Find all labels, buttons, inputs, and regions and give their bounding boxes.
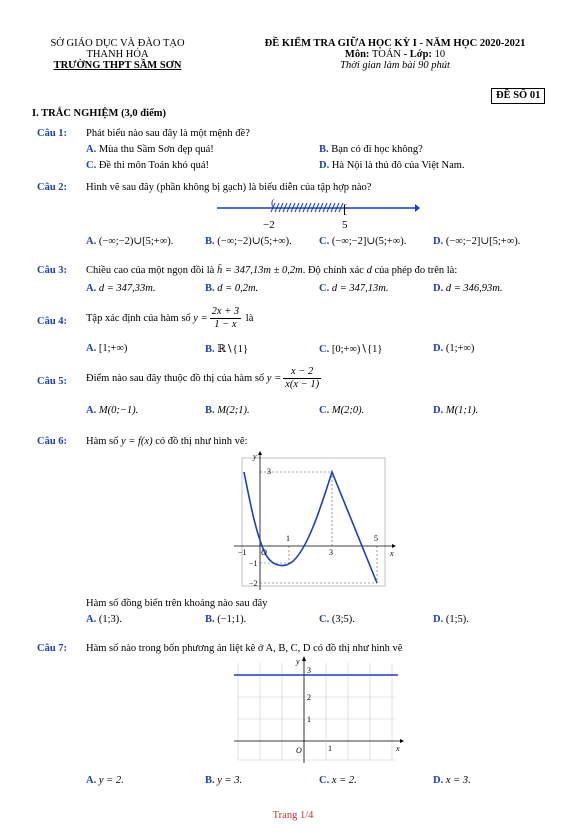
exam-subject-line bbox=[225, 49, 565, 60]
q1-option-d[interactable]: D. Hà Nội là thủ đô của Việt Nam. bbox=[319, 160, 465, 171]
exam-code-box: ĐỀ SỐ 01 bbox=[491, 88, 545, 104]
school-name: TRƯỜNG THPT SẦM SƠN bbox=[53, 60, 182, 71]
q3-option-c[interactable]: C. d = 347,13m. bbox=[319, 283, 389, 294]
svg-text:O: O bbox=[261, 548, 267, 557]
svg-text:1: 1 bbox=[328, 744, 332, 753]
q2-option-c[interactable]: C. (−∞;−2]∪(5;+∞). bbox=[319, 236, 407, 247]
q2-option-a[interactable]: A. (−∞;−2)∪[5;+∞). bbox=[86, 236, 174, 247]
exam-time: Thời gian làm bài 90 phút bbox=[340, 60, 450, 71]
q4-option-a[interactable]: A. [1;+∞) bbox=[86, 343, 128, 354]
svg-text:−2: −2 bbox=[249, 579, 258, 588]
province-name: THANH HÓA bbox=[86, 49, 149, 60]
question-6-subtext: Hàm số đồng biến trên khoảng nào sau đây bbox=[86, 598, 268, 609]
q6-option-c[interactable]: C. (3;5). bbox=[319, 614, 355, 625]
question-4-label: Câu 4: bbox=[37, 316, 68, 327]
question-4-text: Tập xác định của hàm số y = $\frac{2x + 3}{1 - x}$ là bbox=[86, 306, 254, 330]
department-name: SỞ GIÁO DỤC VÀ ĐÀO TẠO bbox=[50, 38, 185, 49]
exam-header bbox=[225, 38, 565, 71]
question-2-text: Hình vẽ sau đây (phần không bị gạch) là biểu diễn của tập hợp nào? bbox=[86, 182, 372, 193]
q6-option-a[interactable]: A. (1;3). bbox=[86, 614, 122, 625]
question-5-label: Câu 5: bbox=[37, 376, 68, 387]
question-3-label: Câu 3: bbox=[37, 265, 68, 276]
q4-option-d[interactable]: D. (1;+∞) bbox=[433, 343, 475, 354]
q3-option-d[interactable]: D. d = 346,93m. bbox=[433, 283, 503, 294]
question-3-text: Chiều cao của một ngọn đồi là h̄ = 347,13m ± 0,2m. Độ chính xác d của phép đo trên là: bbox=[86, 265, 458, 276]
q4-option-b[interactable]: B. ℝ∖{1} bbox=[205, 344, 249, 355]
q6-option-d[interactable]: D. (1;5). bbox=[433, 614, 469, 625]
svg-text:−1: −1 bbox=[249, 559, 258, 568]
svg-text:O: O bbox=[296, 746, 302, 755]
svg-text:1: 1 bbox=[307, 715, 311, 724]
q4-fraction: $\frac{2x + 3}{1 - x}$ bbox=[211, 306, 240, 330]
svg-text:3: 3 bbox=[329, 548, 333, 557]
q3-option-a[interactable]: A. d = 347,33m. bbox=[86, 283, 156, 294]
subject-value: TOÁN bbox=[372, 49, 402, 60]
question-2-label: Câu 2: bbox=[37, 182, 68, 193]
question-7-label: Câu 7: bbox=[37, 643, 68, 654]
svg-text:5: 5 bbox=[374, 534, 378, 543]
q5-option-b[interactable]: B. M(2;1). bbox=[205, 405, 250, 416]
q5-option-c[interactable]: C. M(2;0). bbox=[319, 405, 365, 416]
question-5-text: Điểm nào sau đây thuộc đồ thị của hàm số y = $\frac{x - 2}{x(x - 1)}$ bbox=[86, 366, 320, 390]
q7-option-a[interactable]: A. y = 2. bbox=[86, 775, 124, 786]
q4-option-c[interactable]: C. [0;+∞)∖{1} bbox=[319, 344, 383, 355]
q6-function-graph bbox=[232, 450, 398, 592]
exam-title: ĐỀ KIỂM TRA GIỮA HỌC KỲ I - NĂM HỌC 2020-2021 bbox=[264, 38, 526, 49]
svg-text:x: x bbox=[396, 744, 400, 753]
subject-label: Môn: bbox=[344, 49, 373, 60]
svg-text:y: y bbox=[253, 452, 257, 461]
q1-option-a[interactable]: A. Mùa thu Sầm Sơn đẹp quá! bbox=[86, 144, 214, 155]
question-1-label: Câu 1: bbox=[37, 128, 68, 139]
section-title: I. TRẮC NGHIỆM (3,0 điểm) bbox=[32, 108, 166, 119]
school-header bbox=[30, 38, 205, 71]
q7-option-b[interactable]: B. y = 3. bbox=[205, 775, 243, 786]
grade-label: - Lớp: bbox=[401, 49, 435, 60]
q3-option-b[interactable]: B. d = 0,2m. bbox=[205, 283, 259, 294]
q7-option-d[interactable]: D. x = 3. bbox=[433, 775, 471, 786]
page-number: Trang 1/4 bbox=[272, 810, 314, 821]
svg-text:[: [ bbox=[343, 201, 348, 216]
question-1-text: Phát biểu nào sau đây là một mệnh đề? bbox=[86, 128, 250, 139]
svg-text:y: y bbox=[296, 657, 300, 666]
svg-text:3: 3 bbox=[267, 467, 271, 476]
question-7-text: Hàm số nào trong bốn phương án liệt kê ở A, B, C, D có đồ thị như hình vẽ bbox=[86, 643, 403, 654]
question-6-label: Câu 6: bbox=[37, 436, 68, 447]
q5-option-a[interactable]: A. M(0;−1). bbox=[86, 405, 139, 416]
question-6-text: Hàm số y = f(x) có đồ thị như hình vẽ: bbox=[86, 436, 248, 447]
svg-text:1: 1 bbox=[286, 534, 290, 543]
svg-text:−1: −1 bbox=[238, 548, 247, 557]
q7-function-graph bbox=[230, 655, 406, 767]
q2-option-b[interactable]: B. (−∞;−2)∪(5;+∞). bbox=[205, 236, 292, 247]
tick-minus-2: −2 bbox=[263, 219, 275, 231]
svg-text:(: ( bbox=[271, 198, 275, 209]
q1-option-c[interactable]: C. Đề thi môn Toán khó quá! bbox=[86, 160, 210, 171]
q5-fraction: $\frac{x - 2}{x(x - 1)}$ bbox=[285, 366, 320, 390]
number-line-figure bbox=[215, 198, 420, 232]
q5-option-d[interactable]: D. M(1;1). bbox=[433, 405, 479, 416]
svg-text:x: x bbox=[390, 549, 394, 558]
q7-option-c[interactable]: C. x = 2. bbox=[319, 775, 357, 786]
q2-option-d[interactable]: D. (−∞;−2]∪[5;+∞). bbox=[433, 236, 521, 247]
q1-option-b[interactable]: B. Bạn có đi học không? bbox=[319, 144, 423, 155]
q6-option-b[interactable]: B. (−1;1). bbox=[205, 614, 247, 625]
svg-text:2: 2 bbox=[307, 693, 311, 702]
svg-text:3: 3 bbox=[307, 666, 311, 675]
grade-value: 10 bbox=[434, 49, 446, 60]
tick-5: 5 bbox=[342, 219, 348, 231]
